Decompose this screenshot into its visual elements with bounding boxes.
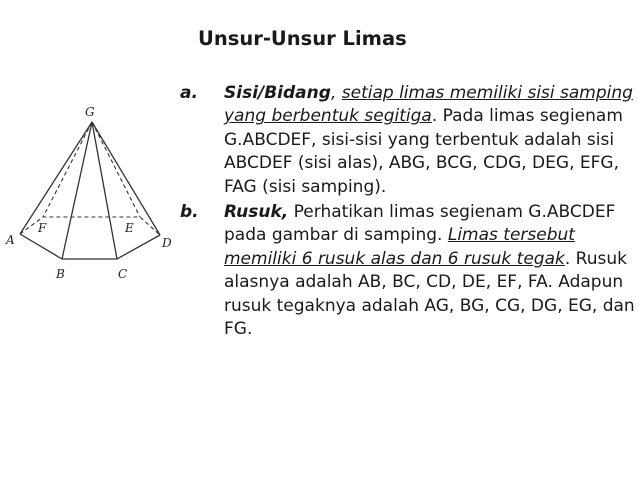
vertex-label-e: E — [125, 221, 134, 235]
definition-underlined: Limas tersebut memiliki 6 rusuk alas dan 6 rusuk tegak — [224, 225, 575, 269]
vertex-label-b: B — [56, 267, 65, 281]
definition-text: . Rusuk alasnya adalah AB, BC, CD, DE, EF, FA. Adapun rusuk tegaknya adalah AG, BG, CG, DG, EG, dan FG. — [224, 248, 635, 340]
definition-list — [180, 82, 635, 341]
list-marker: a. — [180, 83, 198, 103]
hexagonal-pyramid-figure — [0, 92, 195, 302]
definition-underlined: setiap limas memiliki sisi samping yang berbentuk segitiga — [224, 83, 633, 127]
vertex-label-f: F — [38, 221, 47, 235]
definition-text: . Pada limas segienam G.ABCDEF, sisi-sisi yang terbentuk adalah sisi ABCDEF (sisi alas), ABG, BCG, CDG, DEG, EFG, FAG (sisi samping). — [224, 106, 623, 197]
list-item-rusuk — [180, 201, 635, 341]
vertex-label-g: G — [85, 105, 95, 119]
definition-lead: Perhatikan limas segienam G.ABCDEF pada gambar di samping. — [224, 202, 616, 246]
slide-title: Unsur-Unsur Limas — [198, 27, 407, 50]
term-sisi: Sisi/Bidang — [224, 83, 331, 103]
term-rusuk: Rusuk, — [224, 202, 289, 223]
vertex-label-a: A — [6, 233, 15, 247]
term-comma: , — [330, 83, 337, 103]
list-item-sisi — [180, 82, 635, 199]
vertex-label-d: D — [162, 236, 172, 250]
list-marker: b. — [180, 202, 199, 223]
vertex-label-c: C — [118, 267, 128, 281]
